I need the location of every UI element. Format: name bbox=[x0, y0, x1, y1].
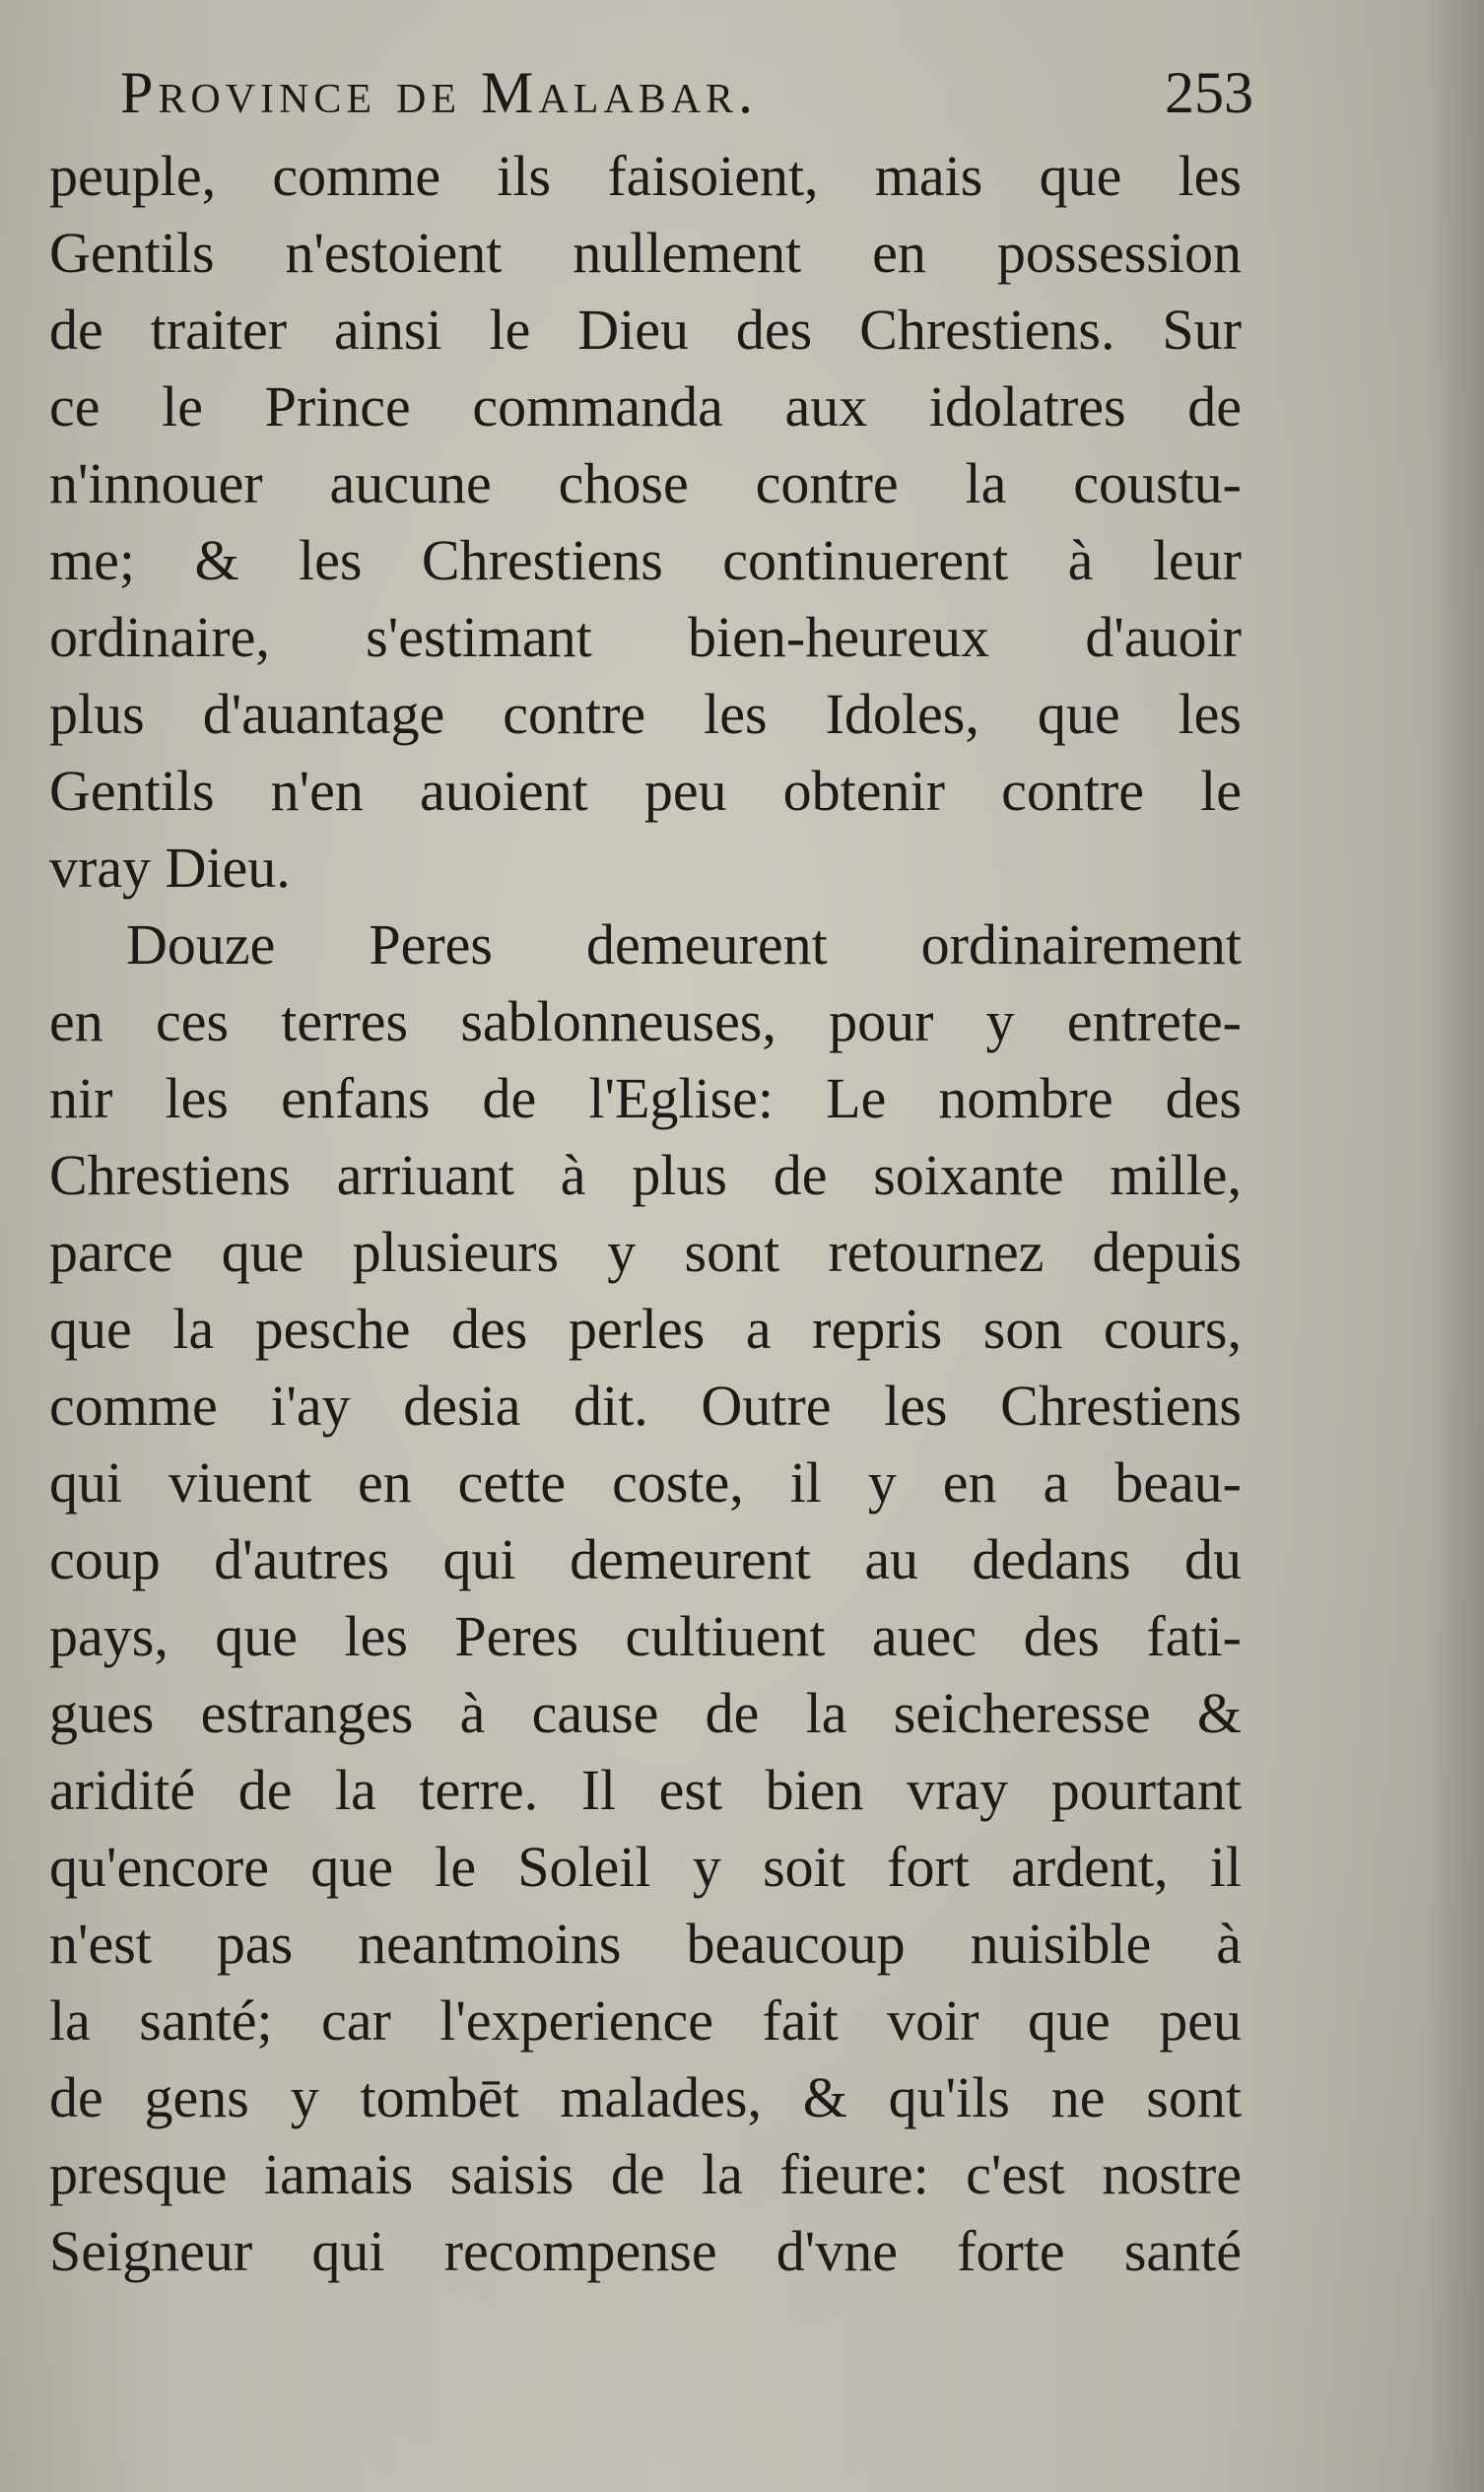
text-line: Seigneur qui recompense d'vne forte santé bbox=[49, 2219, 1242, 2283]
text-line: nir les enfans de l'Eglise: Le nombre des bbox=[49, 1066, 1242, 1130]
text-line: pays, que les Peres cultiuent auec des fati- bbox=[49, 1604, 1242, 1668]
paragraph-first-line: Douze Peres demeurent ordinairement bbox=[126, 912, 1242, 977]
text-line: que la pesche des perles a repris son cours, bbox=[49, 1297, 1242, 1361]
text-line: Gentils n'estoient nullement en possession bbox=[49, 221, 1242, 285]
text-line: de traiter ainsi le Dieu des Chrestiens. Sur bbox=[49, 298, 1242, 362]
text-line: aridité de la terre. Il est bien vray pourtant bbox=[49, 1758, 1242, 1822]
text-line: parce que plusieurs y sont retournez depuis bbox=[49, 1220, 1242, 1284]
text-line: ordinaire, s'estimant bien-heureux d'auoir bbox=[49, 605, 1242, 669]
text-line: ce le Prince commanda aux idolatres de bbox=[49, 374, 1242, 438]
text-line: n'innouer aucune chose contre la coustu- bbox=[49, 451, 1242, 515]
text-line: me; & les Chrestiens continuerent à leur bbox=[49, 528, 1242, 592]
text-line: peuple, comme ils faisoient, mais que les bbox=[49, 144, 1242, 208]
text-line: Gentils n'en auoient peu obtenir contre le bbox=[49, 759, 1242, 823]
text-line: plus d'auantage contre les Idoles, que les bbox=[49, 682, 1242, 746]
text-line: en ces terres sablonneuses, pour y entrete- bbox=[49, 989, 1242, 1053]
text-line: n'est pas neantmoins beaucoup nuisible à bbox=[49, 1912, 1242, 1976]
paragraph-end-line: vray Dieu. bbox=[49, 836, 291, 900]
text-line: la santé; car l'experience fait voir que peu bbox=[49, 1988, 1242, 2053]
text-line: Chrestiens arriuant à plus de soixante mille, bbox=[49, 1143, 1242, 1207]
text-line: qui viuent en cette coste, il y en a beau- bbox=[49, 1450, 1242, 1515]
text-line: qu'encore que le Soleil y soit fort ardent, il bbox=[49, 1835, 1242, 1899]
running-title: Province de Malabar. bbox=[120, 60, 759, 125]
text-line: de gens y tombēt malades, & qu'ils ne sont bbox=[49, 2065, 1242, 2129]
text-line: coup d'autres qui demeurent au dedans du bbox=[49, 1527, 1242, 1591]
body-text bbox=[49, 138, 1242, 2290]
text-line: gues estranges à cause de la seicheresse & bbox=[49, 1681, 1242, 1745]
text-line: comme i'ay desia dit. Outre les Chrestiens bbox=[49, 1374, 1242, 1438]
page-edge-shadow bbox=[1425, 0, 1484, 2492]
page-header bbox=[120, 59, 1253, 138]
text-line: presque iamais saisis de la fieure: c'est nostre bbox=[49, 2142, 1242, 2206]
page-number: 253 bbox=[1165, 60, 1253, 125]
